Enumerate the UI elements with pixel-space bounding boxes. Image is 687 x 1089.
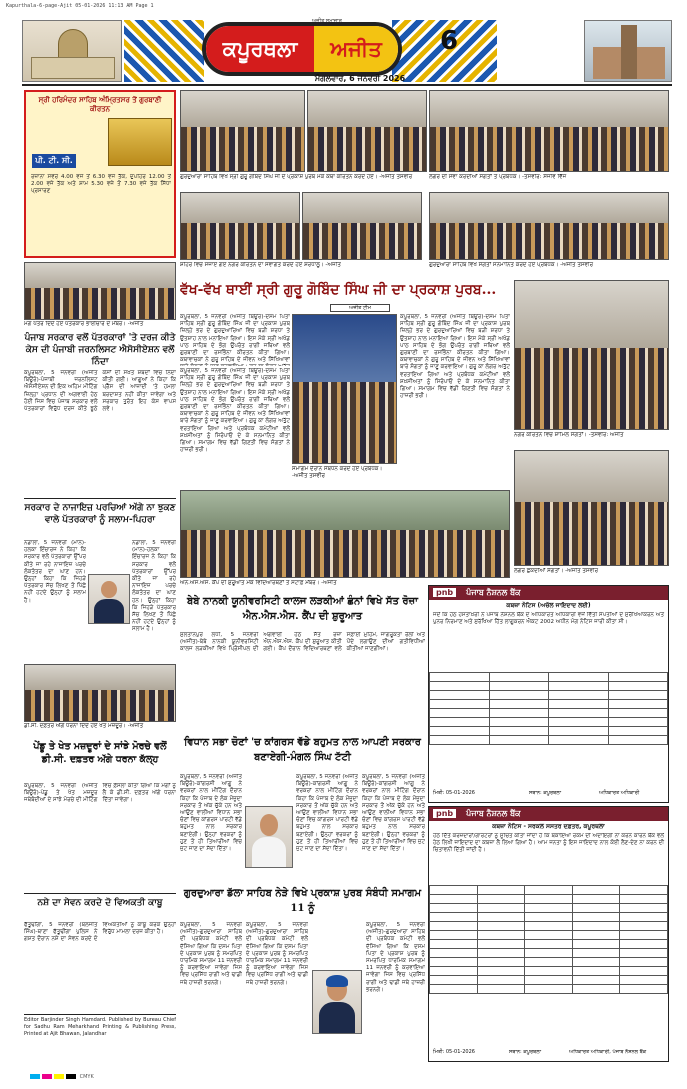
pnb-date-1: ਮਿਤੀ: 05-01-2026 [433, 790, 475, 796]
lead-caption-3: ਲੰਗਰ ਛਕਦੀਆਂ ਸੰਗਤਾਂ। -ਅਜੀਤ ਤਸਵੀਰ [514, 568, 599, 574]
lead-caption-2: ਨਗਰ ਕੀਰਤਨ ਵਿਚ ਸ਼ਾਮਿਲ ਸੰਗਤਾਂ। -ਤਸਵੀਰ: ਅਜੀਤ [514, 432, 624, 438]
pnb-logo: pnb [433, 588, 456, 597]
pnb-notice-2 [428, 806, 669, 1062]
pnb-notice-1 [428, 585, 669, 803]
top-caption-3: ਸ਼ਹਿਰ ਵਿਚ ਸਜਾਏ ਗਏ ਨਗਰ ਕੀਰਤਨ ਦਾ ਸਵਾਗਤ ਕਰਦੇ ਹੋਏ ਸ਼ਰਧਾਲੂ। -ਅਜੀਤ [180, 262, 341, 268]
congress-headline: ਵਿਧਾਨ ਸਭਾ ਚੋਣਾਂ 'ਚ ਕਾਂਗਰਸ ਵੱਡੇ ਬਹੁਮਤ ਨਾਲ ਆਪਣੀ ਸਰਕਾਰ ਬਣਾਏਗੀ-ਮੰਗਲ ਸਿੰਘ ਟੱਟੀ [184, 737, 421, 763]
congress-body-2: ਕਪੂਰਥਲਾ, 5 ਜਨਵਰੀ (ਅਜੀਤ ਬਿਊਰੋ)-ਕਾਂਗਰਸੀ ਆਗੂ ਨੇ ਵਰਕਰਾਂ ਨਾਲ ਮੀਟਿੰਗ ਦੌਰਾਨ ਕਿਹਾ ਕਿ ਪੰਜਾਬ ਦੇ ਲੋਕ ਮੌਜੂਦਾ ਸਰਕਾਰ ਤੋਂ ਅੱਕ ਚੁੱਕੇ ਹਨ ਅਤੇ ਆਉਣ ਵਾਲੀਆਂ ਵਿਧਾਨ ਸਭਾ ਚੋਣਾਂ ਵਿਚ ਕਾਂਗਰਸ ਪਾਰਟੀ ਵੱਡੇ ਬਹੁਮਤ ਨਾਲ ਸਰਕਾਰ ਬਣਾਏਗੀ। ਉਨ੍ਹਾਂ ਵਰਕਰਾਂ ਨੂੰ ਹੁਣ ਤੋਂ ਹੀ ਤਿਆਰੀਆਂ ਵਿਚ ਜੁਟ ਜਾਣ ਦਾ ਸੱਦਾ ਦਿੱਤਾ। [296, 774, 358, 853]
pnb-date-2: ਮਿਤੀ: 05-01-2026 [433, 1049, 475, 1055]
edition-date: ਮੰਗਲਵਾਰ, 6 ਜਨਵਰੀ 2026 [314, 74, 406, 83]
print-slug: Kapurthala-6-page-Ajit 05-01-2026 11:13 AM Page 1 [6, 3, 154, 9]
gurdwara-body-2: ਕਪੂਰਥਲਾ, 5 ਜਨਵਰੀ (ਅਜੀਤ)-ਗੁਰਦੁਆਰਾ ਸਾਹਿਬ ਦੀ ਪ੍ਰਬੰਧਕ ਕਮੇਟੀ ਵਲੋਂ ਦੱਸਿਆ ਗਿਆ ਕਿ ਦਸਮ ਪਿਤਾ ਦੇ ਪ੍ਰਕਾਸ਼ ਪੁਰਬ ਨੂੰ ਸਮਰਪਿਤ ਧਾਰਮਿਕ ਸਮਾਗਮ 11 ਜਨਵਰੀ ਨੂੰ ਕਰਵਾਇਆ ਜਾਵੇਗਾ ਜਿਸ ਵਿਚ ਪ੍ਰਸਿੱਧ ਰਾਗੀ ਅਤੇ ਢਾਡੀ ਜਥੇ ਹਾਜ਼ਰੀ ਭਰਨਗੇ। [246, 922, 308, 986]
photo-dharna [24, 664, 176, 722]
pnb-table-1 [429, 672, 668, 745]
print-color-bar [0, 1070, 687, 1089]
notice-subtitle: ਪੀ. ਟੀ. ਸੀ. [32, 154, 76, 168]
pnb-subtitle-2: ਕਬਜ਼ਾ ਨੋਟਿਸ - ਸਰਕਲ ਸਸਤਰ ਦਫ਼ਤਰ, ਕਪੂਰਥਲਾ [492, 823, 605, 830]
pnb-body-2: ਹੇਠ ਦਿੱਤੇ ਕਰਜ਼ਦਾਰਾਂ/ਗਾਰੰਟਰਾਂ ਨੂੰ ਸੂਚਿਤ ਕੀਤਾ ਜਾਂਦਾ ਹੈ ਕਿ ਬਕਾਇਆ ਰਕਮ ਦੀ ਅਦਾਇਗੀ ਨਾ ਕਰਨ ਕਾਰਨ ਬੈਂਕ ਵਲੋਂ ਹੇਠ ਲਿਖੀ ਜਾਇਦਾਦ ਦਾ ਕਬਜ਼ਾ ਲੈ ਲਿਆ ਗਿਆ ਹੈ। ਆਮ ਜਨਤਾ ਨੂੰ ਇਸ ਜਾਇਦਾਦ ਨਾਲ ਕੋਈ ਲੈਣ-ਦੇਣ ਨਾ ਕਰਨ ਦੀ ਚਿਤਾਵਨੀ ਦਿੱਤੀ ਜਾਂਦੀ ਹੈ। [433, 833, 664, 854]
pnb-subtitle-1: ਕਬਜ਼ਾ ਨੋਟਿਸ (ਅਚੱਲ ਜਾਇਦਾਦ ਲਈ) [506, 602, 591, 609]
divider [24, 498, 176, 499]
photo-memorandum [24, 262, 176, 320]
logo-title-left: ਕਪੂਰਥਲਾ [206, 26, 314, 72]
portrait-sikh-leader [312, 970, 362, 1034]
portrait-congress-leader [245, 806, 293, 868]
photo-nagar-kirtan-3 [514, 280, 669, 430]
pnb-title-1: ਪੰਜਾਬ ਨੈਸ਼ਨਲ ਬੈਂਕ [466, 588, 521, 597]
newspaper-logo[interactable] [202, 22, 402, 76]
photo-langar-2 [514, 450, 669, 566]
nss-body: ਸੁਲਤਾਨਪੁਰ ਲੋਧੀ, 5 ਜਨਵਰੀ (ਅਜੀਤ)-ਬੇਬੇ ਨਾਨਕੀ ਯੂਨੀਵਰਸਿਟੀ ਕਾਲਜ ਲੜਕੀਆਂ ਵਿਖੇ ਪ੍ਰਿੰਸੀਪਲ ਦੀ ਅਗਵਾਈ ਹੇਠ ਸੱਤ ਰੋਜ਼ਾ ਐਨ.ਐਸ.ਐਸ. ਕੈਂਪ ਦੀ ਸ਼ੁਰੂਆਤ ਕੀਤੀ ਗਈ। ਕੈਂਪ ਦੌਰਾਨ ਵਿਦਿਆਰਥਣਾਂ ਵਲੋਂ ਸਫ਼ਾਈ ਮੁਹਿੰਮ, ਜਾਗਰੂਕਤਾ ਰੈਲੀ ਅਤੇ ਪੌਦੇ ਲਗਾਉਣ ਦੀਆਂ ਗਤੀਵਿਧੀਆਂ ਕੀਤੀਆਂ ਜਾਣਗੀਆਂ। [180, 632, 425, 653]
logo-title-right: ਅਜੀਤ [314, 26, 398, 72]
divider [24, 893, 176, 894]
portrait-leader [88, 574, 130, 624]
left-story2-headline: ਸਰਕਾਰ ਦੇ ਨਾਜਾਇਜ਼ ਪਰਚਿਆਂ ਅੱਗੇ ਨਾ ਝੁਕਣ ਵਾਲੇ ਪੱਤਰਕਾਰਾਂ ਨੂੰ ਸਲਾਮ-ਪਿਹਰਾ [24, 503, 176, 525]
pnb-officer-1: ਅਧਿਕਾਰਤ ਅਧਿਕਾਰੀ [599, 790, 640, 796]
left-story1-headline: ਪੰਜਾਬ ਸਰਕਾਰ ਵਲੋਂ ਪੱਤਰਕਾਰਾਂ 'ਤੇ ਦਰਜ ਕੀਤੇ ਕੇਸ ਦੀ ਪੰਜਾਬੀ ਜਰਨਲਿਸਟ ਐਸੋਸੀਏਸ਼ਨ ਵਲੋਂ ਨਿੰਦਾ [24, 333, 176, 367]
top-caption-2: ਲੰਗਰ ਦੀ ਸੇਵਾ ਕਰਦੀਆਂ ਸੰਗਤਾਂ ਤੇ ਪ੍ਰਬੰਧਕ। -ਤਸਵੀਰ: ਸੰਜੀਵ ਵਿੱਜ [429, 174, 567, 180]
page-number: 6 [440, 26, 459, 56]
photo-lead-speaker [292, 314, 397, 464]
lead-body-3: ਕਪੂਰਥਲਾ, 5 ਜਨਵਰੀ (ਅਜੀਤ ਬਿਊਰੋ)-ਦਸਮ ਪਿਤਾ ਸਾਹਿਬ ਸ੍ਰੀ ਗੁਰੂ ਗੋਬਿੰਦ ਸਿੰਘ ਜੀ ਦਾ ਪ੍ਰਕਾਸ਼ ਪੁਰਬ ਜ਼ਿਲ੍ਹੇ ਭਰ ਦੇ ਗੁਰਦੁਆਰਿਆਂ ਵਿਚ ਬੜੀ ਸ਼ਰਧਾ ਤੇ ਉਤਸ਼ਾਹ ਨਾਲ ਮਨਾਇਆ ਗਿਆ। ਇਸ ਮੌਕੇ ਸ੍ਰੀ ਅਖੰਡ ਪਾਠ ਸਾਹਿਬ ਦੇ ਭੋਗ ਉਪਰੰਤ ਰਾਗੀ ਜਥਿਆਂ ਵਲੋਂ ਗੁਰਬਾਣੀ ਦਾ ਰਸਭਿੰਨਾ ਕੀਰਤਨ ਕੀਤਾ ਗਿਆ। ਕਥਾਵਾਚਕਾਂ ਨੇ ਗੁਰੂ ਸਾਹਿਬ ਦੇ ਜੀਵਨ ਅਤੇ ਸਿੱਖਿਆਵਾਂ ਬਾਰੇ ਸੰਗਤਾਂ ਨੂੰ ਜਾਣੂ ਕਰਵਾਇਆ। ਗੁਰੂ ਕਾ ਲੰਗਰ ਅਤੁੱਟ ਵਰਤਾਇਆ ਗਿਆ ਅਤੇ ਪ੍ਰਬੰਧਕ ਕਮੇਟੀਆਂ ਵਲੋਂ ਸ਼ਖ਼ਸੀਅਤਾਂ ਨੂੰ ਸਿਰੋਪਾਓ ਦੇ ਕੇ ਸਨਮਾਨਿਤ ਕੀਤਾ ਗਿਆ। ਸਮਾਗਮ ਵਿਚ ਵੱਡੀ ਗਿਣਤੀ ਵਿਚ ਸੰਗਤਾਂ ਨੇ ਹਾਜ਼ਰੀ ਭਰੀ। [180, 368, 290, 454]
photo-nagar-kirtan-2 [302, 192, 422, 260]
photo-nss-group [180, 490, 510, 578]
masthead [22, 16, 672, 86]
gurdwara-body-1: ਕਪੂਰਥਲਾ, 5 ਜਨਵਰੀ (ਅਜੀਤ)-ਗੁਰਦੁਆਰਾ ਸਾਹਿਬ ਦੀ ਪ੍ਰਬੰਧਕ ਕਮੇਟੀ ਵਲੋਂ ਦੱਸਿਆ ਗਿਆ ਕਿ ਦਸਮ ਪਿਤਾ ਦੇ ਪ੍ਰਕਾਸ਼ ਪੁਰਬ ਨੂੰ ਸਮਰਪਿਤ ਧਾਰਮਿਕ ਸਮਾਗਮ 11 ਜਨਵਰੀ ਨੂੰ ਕਰਵਾਇਆ ਜਾਵੇਗਾ ਜਿਸ ਵਿਚ ਪ੍ਰਸਿੱਧ ਰਾਗੀ ਅਤੇ ਢਾਡੀ ਜਥੇ ਹਾਜ਼ਰੀ ਭਰਨਗੇ। [180, 922, 242, 986]
photo-langar [429, 90, 669, 172]
golden-temple-photo [108, 118, 172, 166]
gurdwara-headline: ਗੁਰਦੁਆਰਾ ਡੱਲਾ ਸਾਹਿਬ ਨੇੜੇ ਵਿਖੇ ਪ੍ਰਕਾਸ਼ ਪੁਰਬ ਸੰਬੰਧੀ ਸਮਾਗਮ 11 ਨੂੰ [183, 888, 422, 914]
notice-body: ਰੋਜ਼ਾਨਾ ਸਵੇਰੇ 4.00 ਵਜੇ ਤੋਂ 6.30 ਵਜੇ ਤੱਕ, ਦੁਪਹਿਰ 12.00 ਤੋਂ 2.00 ਵਜੇ ਤੱਕ ਅਤੇ ਸ਼ਾਮ 5.30 ਵਜੇ ਤੋਂ 7.30 ਵਜੇ ਤੱਕ ਸਿੱਧਾ ਪ੍ਰਸਾਰਣ [31, 174, 171, 195]
pnb-officer-2: ਅਧਿਕਾਰਤ ਅਧਿਕਾਰੀ, ਪੰਜਾਬ ਨੈਸ਼ਨਲ ਬੈਂਕ [569, 1049, 647, 1055]
photo-sangat [307, 90, 427, 172]
left-story3-headline: ਪੇਂਡੂ ਤੇ ਖੇਤ ਮਜ਼ਦੂਰਾਂ ਦੇ ਸਾਂਝੇ ਮੋਰਚੇ ਵਲੋਂ ਡੀ.ਸੀ. ਦਫ਼ਤਰ ਅੱਗੇ ਧਰਨਾ ਕੱਲ੍ਹ [33, 741, 167, 765]
imprint: Editor Barjinder Singh Hamdard. Published by Bureau Chief for Sadhu Ram Meharkhand Printing & Publishing Press, Printed at Ajit Bhawan, Jalandhar [24, 1014, 176, 1062]
congress-body-1: ਕਪੂਰਥਲਾ, 5 ਜਨਵਰੀ (ਅਜੀਤ ਬਿਊਰੋ)-ਕਾਂਗਰਸੀ ਆਗੂ ਨੇ ਵਰਕਰਾਂ ਨਾਲ ਮੀਟਿੰਗ ਦੌਰਾਨ ਕਿਹਾ ਕਿ ਪੰਜਾਬ ਦੇ ਲੋਕ ਮੌਜੂਦਾ ਸਰਕਾਰ ਤੋਂ ਅੱਕ ਚੁੱਕੇ ਹਨ ਅਤੇ ਆਉਣ ਵਾਲੀਆਂ ਵਿਧਾਨ ਸਭਾ ਚੋਣਾਂ ਵਿਚ ਕਾਂਗਰਸ ਪਾਰਟੀ ਵੱਡੇ ਬਹੁਮਤ ਨਾਲ ਸਰਕਾਰ ਬਣਾਏਗੀ। ਉਨ੍ਹਾਂ ਵਰਕਰਾਂ ਨੂੰ ਹੁਣ ਤੋਂ ਹੀ ਤਿਆਰੀਆਂ ਵਿਚ ਜੁਟ ਜਾਣ ਦਾ ਸੱਦਾ ਦਿੱਤਾ। [180, 774, 242, 853]
photo-honour [429, 192, 669, 260]
congress-body-3: ਕਪੂਰਥਲਾ, 5 ਜਨਵਰੀ (ਅਜੀਤ ਬਿਊਰੋ)-ਕਾਂਗਰਸੀ ਆਗੂ ਨੇ ਵਰਕਰਾਂ ਨਾਲ ਮੀਟਿੰਗ ਦੌਰਾਨ ਕਿਹਾ ਕਿ ਪੰਜਾਬ ਦੇ ਲੋਕ ਮੌਜੂਦਾ ਸਰਕਾਰ ਤੋਂ ਅੱਕ ਚੁੱਕੇ ਹਨ ਅਤੇ ਆਉਣ ਵਾਲੀਆਂ ਵਿਧਾਨ ਸਭਾ ਚੋਣਾਂ ਵਿਚ ਕਾਂਗਰਸ ਪਾਰਟੀ ਵੱਡੇ ਬਹੁਮਤ ਨਾਲ ਸਰਕਾਰ ਬਣਾਏਗੀ। ਉਨ੍ਹਾਂ ਵਰਕਰਾਂ ਨੂੰ ਹੁਣ ਤੋਂ ਹੀ ਤਿਆਰੀਆਂ ਵਿਚ ਜੁਟ ਜਾਣ ਦਾ ਸੱਦਾ ਦਿੱਤਾ। [362, 774, 425, 853]
left-story1-body: ਕਪੂਰਥਲਾ, 5 ਜਨਵਰੀ (ਅਜੀਤ ਬਿਊਰੋ)-ਪੰਜਾਬੀ ਜਰਨਲਿਸਟ ਐਸੋਸੀਏਸ਼ਨ ਦੀ ਇਕ ਅਹਿਮ ਮੀਟਿੰਗ ਜ਼ਿਲ੍ਹਾ ਪ੍ਰਧਾਨ ਦੀ ਅਗਵਾਈ ਹੇਠ ਹੋਈ ਜਿਸ ਵਿਚ ਪੰਜਾਬ ਸਰਕਾਰ ਵਲੋਂ ਪੱਤਰਕਾਰਾਂ ਵਿਰੁੱਧ ਦਰਜ ਕੀਤੇ ਝੂਠੇ ਕੇਸਾਂ ਦੀ ਸਖ਼ਤ ਸ਼ਬਦਾਂ ਵਿਚ ਨਿੰਦਾ ਕੀਤੀ ਗਈ। ਆਗੂਆਂ ਨੇ ਕਿਹਾ ਕਿ ਪ੍ਰੈੱਸ ਦੀ ਆਜ਼ਾਦੀ 'ਤੇ ਹਮਲਾ ਬਰਦਾਸ਼ਤ ਨਹੀਂ ਕੀਤਾ ਜਾਵੇਗਾ ਅਤੇ ਸਰਕਾਰ ਤੁਰੰਤ ਇਹ ਕੇਸ ਵਾਪਸ ਲਵੇ। [24, 370, 176, 413]
pnb-header-1 [429, 586, 668, 600]
left-story3-caption: ਡੀ.ਸੀ. ਦਫ਼ਤਰ ਅੱਗੇ ਧਰਨਾ ਦਿੰਦੇ ਹੋਏ ਖੇਤ ਮਜ਼ਦੂਰ। -ਅਜੀਤ [24, 723, 144, 729]
left-story3-body: ਕਪੂਰਥਲਾ, 5 ਜਨਵਰੀ (ਅਜੀਤ ਬਿਊਰੋ)-ਪੇਂਡੂ ਤੇ ਖੇਤ ਮਜ਼ਦੂਰ ਜਥੇਬੰਦੀਆਂ ਦੇ ਸਾਂਝੇ ਮੋਰਚੇ ਦੀ ਮੀਟਿੰਗ ਵਿਚ ਫ਼ੈਸਲਾ ਕੀਤਾ ਗਿਆ ਕਿ ਮੰਗਾਂ ਨੂੰ ਲੈ ਕੇ ਡੀ.ਸੀ. ਦਫ਼ਤਰ ਅੱਗੇ ਧਰਨਾ ਦਿੱਤਾ ਜਾਵੇਗਾ। [24, 783, 176, 804]
cmyk-label: CMYK [79, 1074, 94, 1080]
top-caption-1: ਗੁਰਦੁਆਰਾ ਸਾਹਿਬ ਵਿਖੇ ਸ੍ਰੀ ਗੁਰੂ ਗੋਬਿੰਦ ਸਿੰਘ ਜੀ ਦੇ ਪ੍ਰਕਾਸ਼ ਪੁਰਬ ਮੌਕੇ ਕਥਾ ਕੀਰਤਨ ਕਰਦੇ ਹੋਏ। -ਅਜੀਤ ਤਸਵੀਰ [180, 174, 413, 180]
nss-headline: ਬੇਬੇ ਨਾਨਕੀ ਯੂਨੀਵਰਸਿਟੀ ਕਾਲਜ ਲੜਕੀਆਂ ਛੰਨਾਂ ਵਿਖੇ ਸੱਤ ਰੋਜ਼ਾ ਐਨ.ਐਸ.ਐਸ. ਕੈਂਪ ਦੀ ਸ਼ੁਰੂਆਤ [187, 596, 418, 622]
building-illustration [584, 20, 672, 82]
lead-body-2: ਕਪੂਰਥਲਾ, 5 ਜਨਵਰੀ (ਅਜੀਤ ਬਿਊਰੋ)-ਦਸਮ ਪਿਤਾ ਸਾਹਿਬ ਸ੍ਰੀ ਗੁਰੂ ਗੋਬਿੰਦ ਸਿੰਘ ਜੀ ਦਾ ਪ੍ਰਕਾਸ਼ ਪੁਰਬ ਜ਼ਿਲ੍ਹੇ ਭਰ ਦੇ ਗੁਰਦੁਆਰਿਆਂ ਵਿਚ ਬੜੀ ਸ਼ਰਧਾ ਤੇ ਉਤਸ਼ਾਹ ਨਾਲ ਮਨਾਇਆ ਗਿਆ। ਇਸ ਮੌਕੇ ਸ੍ਰੀ ਅਖੰਡ ਪਾਠ ਸਾਹਿਬ ਦੇ ਭੋਗ ਉਪਰੰਤ ਰਾਗੀ ਜਥਿਆਂ ਵਲੋਂ ਗੁਰਬਾਣੀ ਦਾ ਰਸਭਿੰਨਾ ਕੀਰਤਨ ਕੀਤਾ ਗਿਆ। ਕਥਾਵਾਚਕਾਂ ਨੇ ਗੁਰੂ ਸਾਹਿਬ ਦੇ ਜੀਵਨ ਅਤੇ ਸਿੱਖਿਆਵਾਂ ਬਾਰੇ ਸੰਗਤਾਂ ਨੂੰ ਜਾਣੂ ਕਰਵਾਇਆ। ਗੁਰੂ ਕਾ ਲੰਗਰ ਅਤੁੱਟ ਵਰਤਾਇਆ ਗਿਆ ਅਤੇ ਪ੍ਰਬੰਧਕ ਕਮੇਟੀਆਂ ਵਲੋਂ ਸ਼ਖ਼ਸੀਅਤਾਂ ਨੂੰ ਸਿਰੋਪਾਓ ਦੇ ਕੇ ਸਨਮਾਨਿਤ ਕੀਤਾ ਗਿਆ। ਸਮਾਗਮ ਵਿਚ ਵੱਡੀ ਗਿਣਤੀ ਵਿਚ ਸੰਗਤਾਂ ਨੇ ਹਾਜ਼ਰੀ ਭਰੀ। [400, 314, 510, 400]
lead-body-1: ਕਪੂਰਥਲਾ, 5 ਜਨਵਰੀ (ਅਜੀਤ ਬਿਊਰੋ)-ਦਸਮ ਪਿਤਾ ਸਾਹਿਬ ਸ੍ਰੀ ਗੁਰੂ ਗੋਬਿੰਦ ਸਿੰਘ ਜੀ ਦਾ ਪ੍ਰਕਾਸ਼ ਪੁਰਬ ਜ਼ਿਲ੍ਹੇ ਭਰ ਦੇ ਗੁਰਦੁਆਰਿਆਂ ਵਿਚ ਬੜੀ ਸ਼ਰਧਾ ਤੇ ਉਤਸ਼ਾਹ ਨਾਲ ਮਨਾਇਆ ਗਿਆ। ਇਸ ਮੌਕੇ ਸ੍ਰੀ ਅਖੰਡ ਪਾਠ ਸਾਹਿਬ ਦੇ ਭੋਗ ਉਪਰੰਤ ਰਾਗੀ ਜਥਿਆਂ ਵਲੋਂ ਗੁਰਬਾਣੀ ਦਾ ਰਸਭਿੰਨਾ ਕੀਰਤਨ ਕੀਤਾ ਗਿਆ। ਕਥਾਵਾਚਕਾਂ ਨੇ ਗੁਰੂ ਸਾਹਿਬ ਦੇ ਜੀਵਨ ਅਤੇ ਸਿੱਖਿਆਵਾਂ [180, 314, 290, 364]
pnb-title-2: ਪੰਜਾਬ ਨੈਸ਼ਨਲ ਬੈਂਕ [466, 809, 521, 818]
logo-pre-title: ਅਜੀਤ ਸਮਾਚਾਰ [312, 18, 342, 24]
gurdwara-illustration [22, 20, 122, 82]
lead-headline: ਵੱਖ-ਵੱਖ ਥਾਈਂ ਸ੍ਰੀ ਗੁਰੂ ਗੋਬਿੰਦ ਸਿੰਘ ਜੀ ਦਾ ਪ੍ਰਕਾਸ਼ ਪੁਰਬ... [180, 282, 497, 298]
lead-caption-1: ਸਮਾਗਮ ਦੌਰਾਨ ਸੰਬੋਧਨ ਕਰਦੇ ਹੋਏ ਪ੍ਰਬੰਧਕ। -ਅਜੀਤ ਤਸਵੀਰ [292, 466, 383, 479]
pnb-body-1: ਜਦੋਂ ਕਿ ਹੇਠ ਹਸਤਾਖ਼ਰੀ ਨੇ ਪੰਜਾਬ ਨੈਸ਼ਨਲ ਬੈਂਕ ਦੇ ਅਧਿਕਾਰਤ ਅਧਿਕਾਰੀ ਵਜੋਂ ਵਿੱਤੀ ਸੰਪਤੀਆਂ ਦੇ ਸੁਰੱਖਿਆਕਰਨ ਅਤੇ ਪੁਨਰ ਨਿਰਮਾਣ ਅਤੇ ਸੁਰੱਖਿਆ ਹਿੱਤ ਲਾਗੂਕਰਨ ਐਕਟ 2002 ਅਧੀਨ ਮੰਗ ਨੋਟਿਸ ਜਾਰੀ ਕੀਤਾ ਸੀ। [433, 612, 664, 626]
left-story2-body: ਨਡਾਲਾ, 5 ਜਨਵਰੀ (ਮਾਨ)-ਹਲਕਾ ਇੰਚਾਰਜ ਨੇ ਕਿਹਾ ਕਿ ਸਰਕਾਰ ਵਲੋਂ ਪੱਤਰਕਾਰਾਂ ਉੱਪਰ ਕੀਤੇ ਜਾ ਰਹੇ ਨਾਜਾਇਜ਼ ਪਰਚੇ ਲੋਕਤੰਤਰ ਦਾ ਘਾਣ ਹਨ। ਉਨ੍ਹਾਂ ਕਿਹਾ ਕਿ ਜਿਹੜੇ ਪੱਤਰਕਾਰ ਸੱਚ ਲਿਖਣ ਤੋਂ ਪਿੱਛੇ ਨਹੀਂ ਹਟਦੇ ਉਨ੍ਹਾਂ ਨੂੰ ਸਲਾਮ ਹੈ। [24, 540, 86, 604]
photo-nagar-kirtan-1 [180, 192, 300, 260]
top-caption-4: ਗੁਰਦੁਆਰਾ ਸਾਹਿਬ ਵਿਖੇ ਸੰਗਤਾਂ ਸਨਮਾਨਿਤ ਕਰਦੇ ਹੋਏ ਪ੍ਰਬੰਧਕ। -ਅਜੀਤ ਤਸਵੀਰ [429, 262, 594, 268]
nss-caption: ਐਨ.ਐਸ.ਐਸ. ਕੈਂਪ ਦੀ ਸ਼ੁਰੂਆਤ ਮੌਕੇ ਵਿਦਿਆਰਥਣਾਂ ਤੇ ਸਟਾਫ਼ ਮੈਂਬਰ। -ਅਜੀਤ [180, 580, 337, 586]
pnb-logo-2: pnb [433, 809, 456, 818]
lead-tag: ਅਜੀਤ ਟੀਮ [330, 304, 390, 312]
pnb-table-2 [429, 885, 668, 994]
pnb-place-1: ਸਥਾਨ: ਕਪੂਰਥਲਾ [529, 790, 562, 796]
left-story4-headline: ਨਸ਼ੇ ਦਾ ਸੇਵਨ ਕਰਦੇ ਦੋ ਵਿਅਕਤੀ ਕਾਬੂ [37, 898, 163, 908]
left-story2-body-cont: ਨਡਾਲਾ, 5 ਜਨਵਰੀ (ਮਾਨ)-ਹਲਕਾ ਇੰਚਾਰਜ ਨੇ ਕਿਹਾ ਕਿ ਸਰਕਾਰ ਵਲੋਂ ਪੱਤਰਕਾਰਾਂ ਉੱਪਰ ਕੀਤੇ ਜਾ ਰਹੇ ਨਾਜਾਇਜ਼ ਪਰਚੇ ਲੋਕਤੰਤਰ ਦਾ ਘਾਣ ਹਨ। ਉਨ੍ਹਾਂ ਕਿਹਾ ਕਿ ਜਿਹੜੇ ਪੱਤਰਕਾਰ ਸੱਚ ਲਿਖਣ ਤੋਂ ਪਿੱਛੇ ਨਹੀਂ ਹਟਦੇ ਉਨ੍ਹਾਂ ਨੂੰ ਸਲਾਮ ਹੈ। [132, 540, 176, 633]
left-story4-body: ਫੱਤੂਢੀਂਗਾ, 5 ਜਨਵਰੀ (ਬਲਜੀਤ ਸਿੰਘ)-ਥਾਣਾ ਫੱਤੂਢੀਂਗਾ ਪੁਲਿਸ ਨੇ ਗਸ਼ਤ ਦੌਰਾਨ ਨਸ਼ੇ ਦਾ ਸੇਵਨ ਕਰਦੇ ਦੋ ਵਿਅਕਤੀਆਂ ਨੂੰ ਕਾਬੂ ਕਰਕੇ ਉਨ੍ਹਾਂ ਵਿਰੁੱਧ ਮਾਮਲਾ ਦਰਜ ਕੀਤਾ ਹੈ। [24, 922, 176, 943]
masthead-pattern-left [124, 20, 204, 82]
kirtan-notice [24, 90, 176, 258]
photo-kirtan [180, 90, 305, 172]
pnb-place-2: ਸਥਾਨ: ਕਪੂਰਥਲਾ [509, 1049, 542, 1055]
notice-title: ਸ੍ਰੀ ਹਰਿਮੰਦਰ ਸਾਹਿਬ ਅੰਮ੍ਰਿਤਸਰ ਤੋਂ ਗੁਰਬਾਣੀ ਕੀਰਤਨ [38, 95, 162, 113]
left-story1-caption: ਮੰਗ ਪੱਤਰ ਦਿੰਦੇ ਹੋਏ ਪੱਤਰਕਾਰ ਭਾਈਚਾਰੇ ਦੇ ਮੈਂਬਰ। -ਅਜੀਤ [24, 321, 144, 327]
gurdwara-body-3: ਕਪੂਰਥਲਾ, 5 ਜਨਵਰੀ (ਅਜੀਤ)-ਗੁਰਦੁਆਰਾ ਸਾਹਿਬ ਦੀ ਪ੍ਰਬੰਧਕ ਕਮੇਟੀ ਵਲੋਂ ਦੱਸਿਆ ਗਿਆ ਕਿ ਦਸਮ ਪਿਤਾ ਦੇ ਪ੍ਰਕਾਸ਼ ਪੁਰਬ ਨੂੰ ਸਮਰਪਿਤ ਧਾਰਮਿਕ ਸਮਾਗਮ 11 ਜਨਵਰੀ ਨੂੰ ਕਰਵਾਇਆ ਜਾਵੇਗਾ ਜਿਸ ਵਿਚ ਪ੍ਰਸਿੱਧ ਰਾਗੀ ਅਤੇ ਢਾਡੀ ਜਥੇ ਹਾਜ਼ਰੀ ਭਰਨਗੇ। [366, 922, 425, 993]
pnb-header-2 [429, 807, 668, 821]
